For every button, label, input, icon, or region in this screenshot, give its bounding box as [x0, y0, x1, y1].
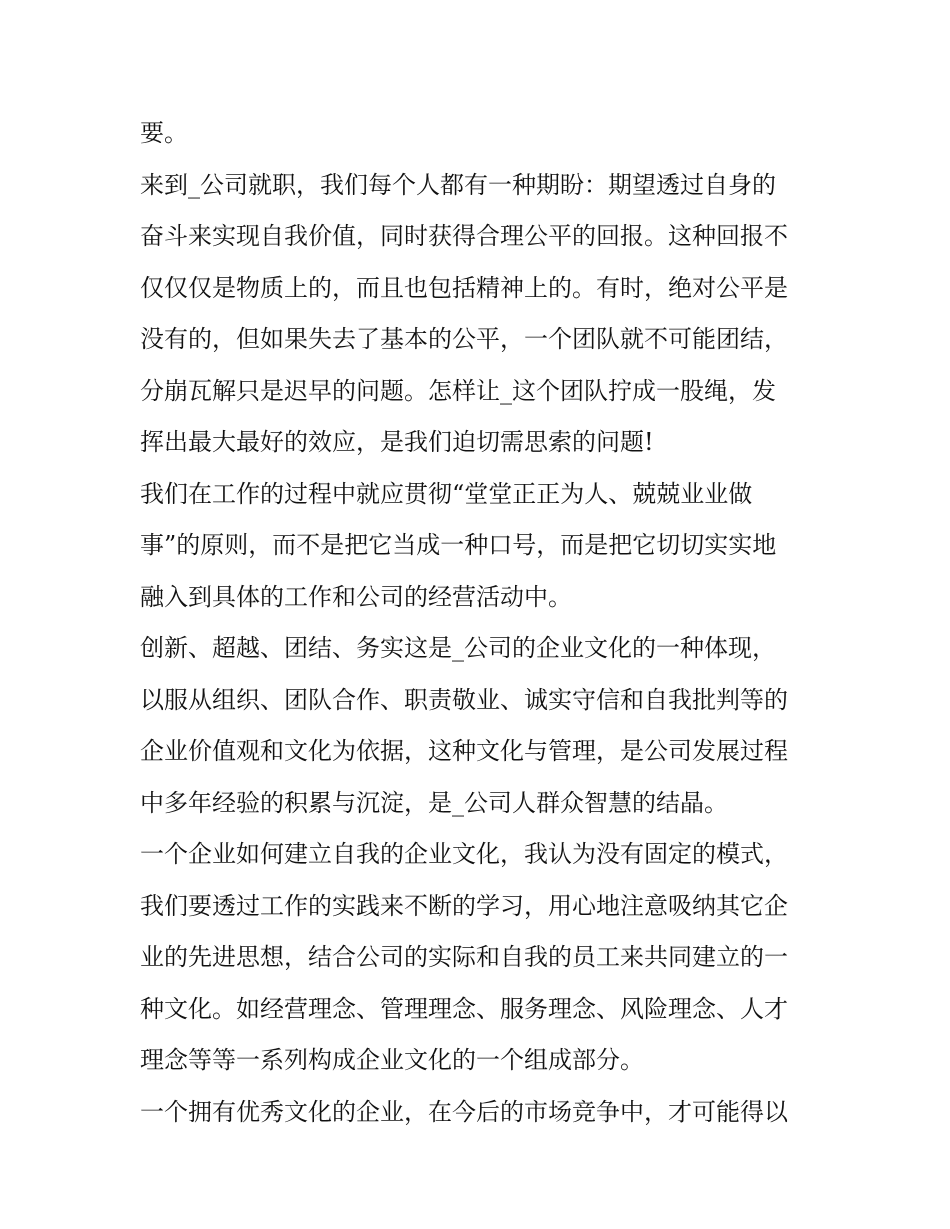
text-line-14: 中多年经验的积累与沉淀，是_公司人群众智慧的结晶。: [140, 788, 728, 817]
text-line-4: 仅仅仅是物质上的，而且也包括精神上的。有时，绝对公平是: [140, 273, 788, 302]
text-line-3: 奋斗来实现自我价值，同时获得合理公平的回报。这种回报不: [140, 222, 788, 250]
text-line-10: 融入到具体的工作和公司的经营活动中。: [140, 582, 572, 611]
text-line-5: 没有的，但如果失去了基本的公平，一个团队就不可能团结，: [140, 325, 788, 353]
text-line-17: 业的先进思想，结合公司的实际和自我的员工来共同建立的一: [140, 943, 788, 971]
text-line-18: 种文化。如经营理念、管理理念、服务理念、风险理念、人才: [140, 994, 788, 1023]
text-line-16: 我们要透过工作的实践来不断的学习，用心地注意吸纳其它企: [140, 891, 788, 920]
text-line-15: 一个企业如何建立自我的企业文化，我认为没有固定的模式，: [140, 840, 788, 868]
text-line-19: 理念等等一系列构成企业文化的一个组成部分。: [140, 1046, 644, 1074]
text-line-6: 分崩瓦解只是迟早的问题。怎样让_这个团队拧成一股绳，发: [140, 376, 776, 405]
text-line-2: 来到_公司就职，我们每个人都有一种期盼：期望透过自身的: [140, 170, 776, 199]
text-line-1: 要。: [140, 119, 188, 147]
text-line-13: 企业价值观和文化为依据，这种文化与管理，是公司发展过程: [140, 737, 788, 765]
text-line-12: 以服从组织、团队合作、职责敬业、诚实守信和自我批判等的: [140, 685, 788, 714]
text-line-9: 事”的原则，而不是把它当成一种口号，而是把它切切实实地: [140, 531, 777, 559]
body-text: [140, 108, 820, 1138]
text-line-7: 挥出最大最好的效应，是我们迫切需思索的问题!: [140, 428, 654, 456]
text-line-11: 创新、超越、团结、务实这是_公司的企业文化的一种体现，: [140, 634, 776, 662]
text-line-8: 我们在工作的过程中就应贯彻“堂堂正正为人、兢兢业业做: [140, 479, 753, 508]
text-line-20: 一个拥有优秀文化的企业，在今后的市场竞争中，才可能得以: [140, 1097, 788, 1126]
